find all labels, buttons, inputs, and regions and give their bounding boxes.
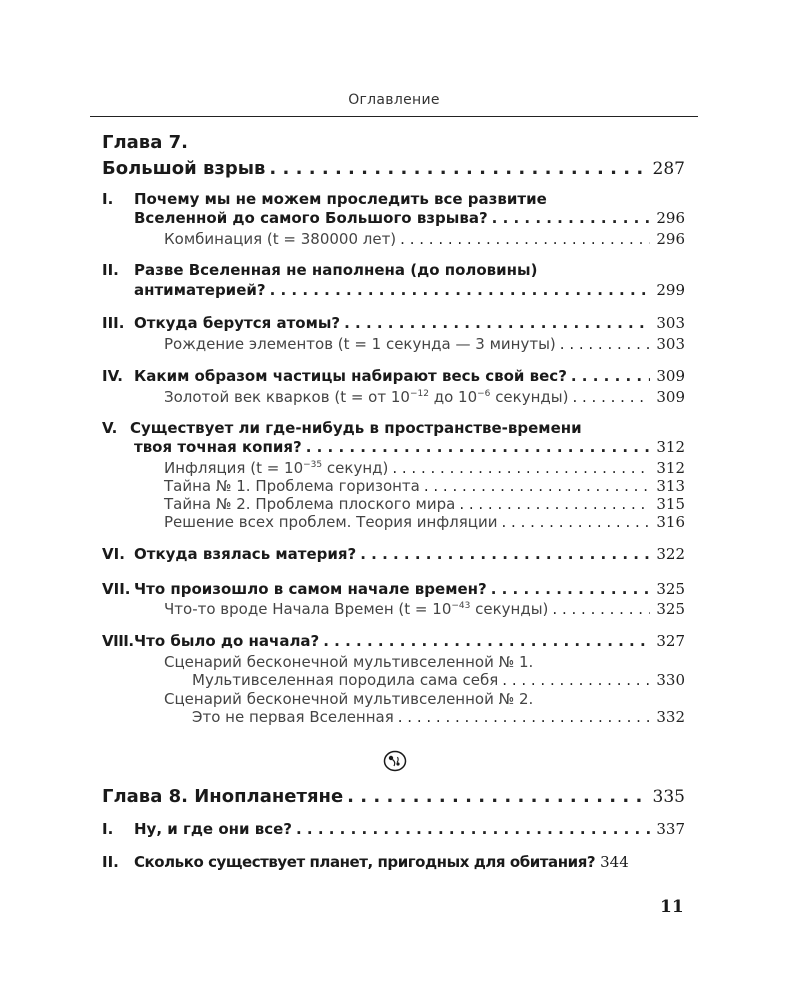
- section-title: Каким образом частицы набирают весь свой вес?: [134, 367, 567, 385]
- subsection-title-cont: Это не первая Вселенная: [192, 708, 394, 726]
- section-number: VI.: [102, 545, 125, 563]
- page-ref: 303: [656, 335, 685, 353]
- subsection-text: Инфляция (t = 10: [164, 459, 304, 477]
- page-ref: 325: [656, 600, 685, 618]
- section-title-cont: антиматерией?: [134, 281, 266, 299]
- page-ref: 332: [656, 708, 685, 726]
- exponent: −43: [451, 601, 471, 611]
- page-ref: 299: [656, 281, 685, 299]
- dot-leader: [360, 543, 650, 565]
- subsection-title: Тайна № 1. Проблема горизонта: [164, 477, 420, 495]
- section-number: I.: [102, 190, 114, 208]
- subsection-title: Рождение элементов (t = 1 секунда — 3 минуты): [164, 335, 556, 353]
- dot-leader: [571, 365, 650, 387]
- page-ref: 344: [600, 853, 629, 871]
- section-number: VIII.: [102, 632, 134, 650]
- dot-leader: [347, 784, 646, 810]
- section-title-cont: твоя точная копия?: [134, 438, 302, 456]
- page-ref: 315: [656, 495, 685, 513]
- page-ref: 312: [656, 459, 685, 477]
- toc-entry-8-2[interactable]: [102, 851, 685, 873]
- subsection-title: Тайна № 2. Проблема плоского мира: [164, 495, 456, 513]
- exponent: −12: [409, 389, 429, 399]
- toc-subentry-7-5-4[interactable]: [164, 511, 685, 533]
- section-title: Разве Вселенная не наполнена (до половины): [134, 261, 538, 279]
- section-number: VII.: [102, 580, 131, 598]
- chapter8-title: Глава 8. Инопланетяне: [102, 786, 344, 807]
- subsection-text: секунды): [490, 388, 569, 406]
- page-ref: 313: [656, 477, 685, 495]
- dot-leader: [306, 436, 651, 458]
- section-number: IV.: [102, 367, 123, 385]
- toc-entry-chapter8[interactable]: [102, 784, 685, 810]
- subsection-text: Золотой век кварков (t = от 10: [164, 388, 410, 406]
- page-number: 11: [660, 897, 684, 917]
- subsection-title: [164, 598, 548, 620]
- page-ref: 322: [656, 545, 685, 563]
- dot-leader: [269, 156, 646, 182]
- toc-entry-7-6[interactable]: [102, 543, 685, 565]
- section-title: Что было до начала?: [134, 632, 320, 650]
- subsection-text: Что-то вроде Начала Времен (t = 10: [164, 600, 452, 618]
- section-title: Откуда взялась материя?: [134, 545, 357, 563]
- dot-leader: [552, 598, 650, 620]
- page-ref: 316: [656, 513, 685, 531]
- page-ref: 303: [656, 314, 685, 332]
- page-ref: 330: [656, 671, 685, 689]
- page-ref: 337: [656, 820, 685, 838]
- header-rule: [90, 116, 698, 117]
- page-ref: 287: [652, 159, 685, 179]
- section-title: Существует ли где-нибудь в пространстве-времени: [130, 419, 582, 437]
- subsection-title: Сценарий бесконечной мультивселенной № 2.: [164, 690, 534, 708]
- section-number: II.: [102, 853, 119, 871]
- running-head: Оглавление: [348, 92, 440, 108]
- page-ref: 296: [656, 230, 685, 248]
- subsection-title: [164, 386, 568, 408]
- toc-entry-7-3[interactable]: [102, 312, 685, 334]
- subsection-text: секунды): [470, 600, 549, 618]
- chapter7-title: Большой взрыв: [102, 158, 266, 179]
- dot-leader: [398, 706, 651, 728]
- page-ref: 335: [652, 787, 685, 807]
- section-number: III.: [102, 314, 125, 332]
- section-title-cont: Вселенной до самого Большого взрыва?: [134, 209, 488, 227]
- toc-entry-7-2-line2[interactable]: [134, 279, 685, 301]
- toc-subentry-7-8-2-line2[interactable]: [192, 706, 685, 728]
- chapter7-label: Глава 7.: [102, 132, 188, 153]
- subsection-title: Сценарий бесконечной мультивселенной № 1.: [164, 653, 534, 671]
- dot-leader: [323, 630, 650, 652]
- subsection-text: до 10: [428, 388, 478, 406]
- page-ref: 325: [656, 580, 685, 598]
- section-number: II.: [102, 261, 119, 279]
- section-number: I.: [102, 820, 114, 838]
- section-number: V.: [102, 419, 118, 437]
- toc-entry-8-1[interactable]: [102, 818, 685, 840]
- section-title: Почему мы не можем проследить все развитие: [134, 190, 547, 208]
- exponent: −6: [477, 389, 491, 399]
- toc-entry-7-8[interactable]: [102, 630, 685, 652]
- section-title: Что произошло в самом начале времен?: [134, 580, 487, 598]
- page-ref: 312: [656, 438, 685, 456]
- subsection-text: секунд): [322, 459, 389, 477]
- dot-leader: [572, 386, 650, 408]
- dot-leader: [491, 578, 651, 600]
- toc-entry-7-5-line2[interactable]: [134, 436, 685, 458]
- dot-leader: [502, 511, 651, 533]
- subsection-title: Комбинация (t = 380000 лет): [164, 230, 397, 248]
- chapter7-heading-line1: [102, 130, 685, 156]
- dot-leader: [400, 228, 650, 250]
- dot-leader: [560, 333, 651, 355]
- tadpole-circle-ornament-icon: [382, 749, 408, 773]
- section-title: Ну, и где они все?: [134, 820, 292, 838]
- page-ref: 309: [656, 367, 685, 385]
- page-ref: 309: [656, 388, 685, 406]
- exponent: −35: [303, 460, 323, 470]
- toc-entry-chapter7[interactable]: [102, 156, 685, 182]
- toc-subentry-7-3-1[interactable]: [164, 333, 685, 355]
- toc-subentry-7-7-1[interactable]: [164, 598, 685, 620]
- dot-leader: [296, 818, 650, 840]
- dot-leader: [492, 207, 651, 229]
- page-ref: 296: [656, 209, 685, 227]
- toc-entry-7-1-line2[interactable]: [134, 207, 685, 229]
- toc-entry-7-7[interactable]: [102, 578, 685, 600]
- section-title: Откуда берутся атомы?: [134, 314, 341, 332]
- section-title: Сколько существует планет, пригодных для обитания?: [134, 853, 596, 871]
- page-ref: 327: [656, 632, 685, 650]
- toc-entry-7-4[interactable]: [102, 365, 685, 387]
- toc-subentry-7-1-1[interactable]: [164, 228, 685, 250]
- subsection-title-cont: Мультивселенная породила сама себя: [192, 671, 499, 689]
- toc-entry-7-2-line1[interactable]: [102, 259, 685, 281]
- toc-subentry-7-4-1[interactable]: [164, 386, 685, 408]
- dot-leader: [344, 312, 650, 334]
- subsection-title: Решение всех проблем. Теория инфляции: [164, 513, 498, 531]
- dot-leader: [270, 279, 651, 301]
